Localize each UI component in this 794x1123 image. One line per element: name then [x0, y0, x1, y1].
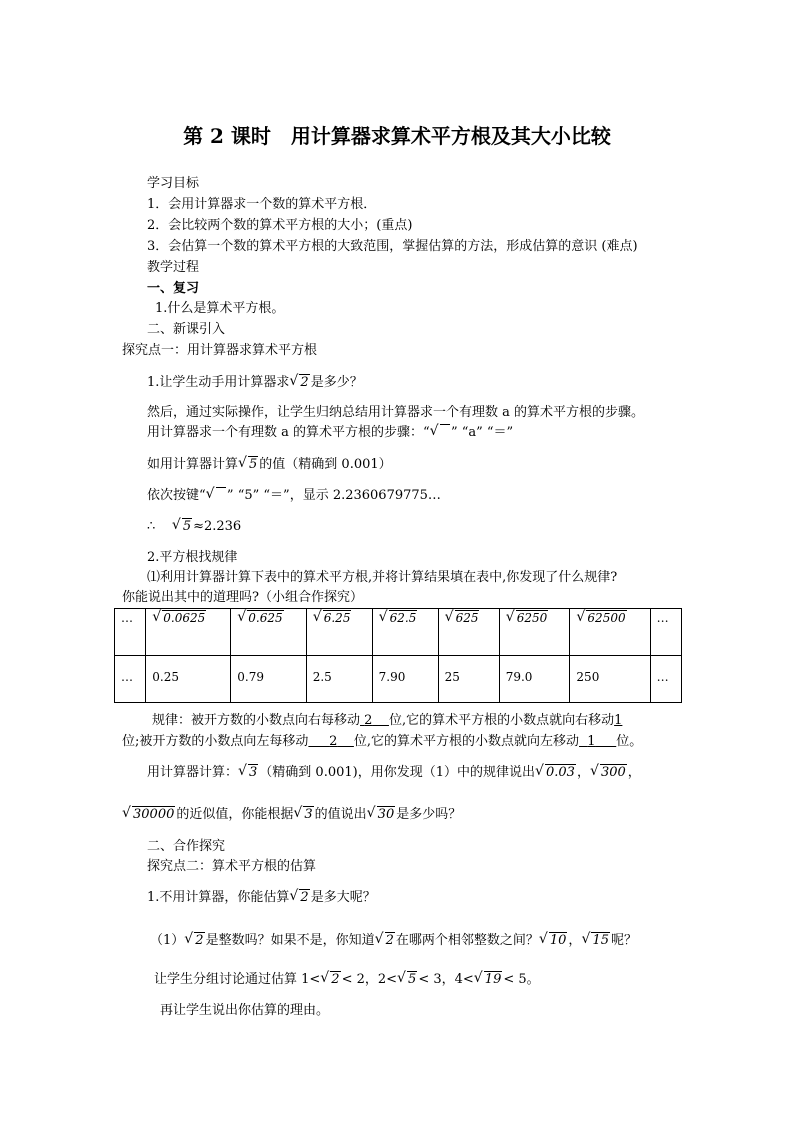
table-cell: …	[650, 609, 681, 656]
sqrt-key-icon	[207, 487, 226, 505]
explore2-reason: 再让学生说出你估算的理由。	[160, 1003, 330, 1018]
table-cell: …	[115, 609, 146, 656]
table-row-results	[115, 656, 682, 703]
explore1-p1: 然后，通过实际操作，让学生归纳总结用计算器求一个有理数 a 的算术平方根的步骤。	[147, 405, 645, 420]
process-heading: 教学过程	[147, 260, 200, 275]
law-line-2: 位;被开方数的小数点向左每移动 2 位,它的算术平方根的小数点就向左移动 1 位。	[122, 734, 643, 749]
table-cell: √ 62.5	[372, 609, 438, 656]
table-cell: √ 0.625	[231, 609, 306, 656]
review-heading: 一、复习	[147, 281, 200, 296]
objective-3: 3．会估算一个数的算术平方根的大致范围，掌握估算的方法，形成估算的意识 (难点)	[147, 239, 638, 254]
rule-heading: 2.平方根找规律	[147, 550, 238, 565]
calc-line-1: 用计算器计算：√ 3 （精确到 0.001)，用你发现（1）中的规律说出√ 0.03 ，√ 300 ，	[147, 764, 641, 782]
intro-heading: 二、新课引入	[147, 322, 226, 337]
explore1-q1: 1.让学生动手用计算器求√ 2 是多少？	[147, 374, 363, 392]
table-cell: √ 62500	[570, 609, 650, 656]
explore2-q1: 1.不用计算器，你能估算√ 2 是多大呢？	[147, 889, 376, 907]
explore1-p4: 依次按键“√ ” “5” “＝”，显示 2.2360679775…	[147, 487, 441, 505]
table-cell: √ 6.25	[306, 609, 372, 656]
table-cell: √ 6250	[499, 609, 570, 656]
table-cell: 250	[570, 656, 650, 703]
table-cell: …	[115, 656, 146, 703]
explore1-p2: 用计算器求一个有理数 a 的算术平方根的步骤：“√ ” “a” “＝”	[147, 424, 513, 442]
table-cell: 79.0	[499, 656, 570, 703]
explore1-heading: 探究点一：用计算器求算术平方根	[122, 343, 318, 358]
coop-heading: 二、合作探究	[147, 839, 226, 854]
rule-p1: ⑴利用计算器计算下表中的算术平方根,并将计算结果填在表中,你发现了什么规律?	[147, 570, 618, 585]
sqrt-key-icon	[431, 424, 450, 442]
page-title: 第 2 课时 用计算器求算术平方根及其大小比较	[183, 124, 611, 148]
rule-p2: 你能说出其中的道理吗?（小组合作探究）	[122, 590, 363, 605]
explore2-q2: （1）√ 2 是整数吗？如果不是，你知道√ 2 在哪两个相邻整数之间？√ 10 ，√ 15 呢？	[150, 932, 637, 950]
explore2-estimate: 让学生分组讨论通过估算 1<√ 2 < 2，2<√ 5 < 3，4<√ 19 < 5。	[154, 971, 540, 989]
explore2-heading: 探究点二：算术平方根的估算	[147, 859, 317, 874]
table-cell: √ 0.0625	[146, 609, 231, 656]
table-cell: …	[650, 656, 681, 703]
table-cell: 0.25	[146, 656, 231, 703]
calc-line-2: √ 30000 的近似值，你能根据√ 3 的值说出√ 30 是多少吗？	[122, 806, 461, 824]
table-cell: 25	[438, 656, 499, 703]
sqrt-icon: √ 2	[290, 374, 309, 392]
law-line-1: 规律：被开方数的小数点向右每移动 2 位,它的算术平方根的小数点就向右移动1	[152, 713, 623, 728]
objective-2: 2．会比较两个数的算术平方根的大小；(重点)	[147, 218, 413, 233]
table-cell: √ 625	[438, 609, 499, 656]
explore1-p3: 如用计算器计算√ 5 的值（精确到 0.001）	[147, 456, 392, 474]
table-cell: 2.5	[306, 656, 372, 703]
sqrt-icon: √ 5	[239, 456, 258, 474]
review-item: 1.什么是算术平方根。	[155, 301, 285, 316]
objectives-heading: 学习目标	[147, 176, 200, 191]
table-row-radicands	[115, 609, 682, 656]
objective-1: 1．会用计算器求一个数的算术平方根．	[147, 197, 377, 212]
sqrt-icon: √ 5	[173, 518, 192, 536]
table-cell: 7.90	[372, 656, 438, 703]
sqrt-table	[114, 608, 682, 703]
explore1-p5: ∴ √ 5 ≈2.236	[147, 518, 241, 536]
table-cell: 0.79	[231, 656, 306, 703]
